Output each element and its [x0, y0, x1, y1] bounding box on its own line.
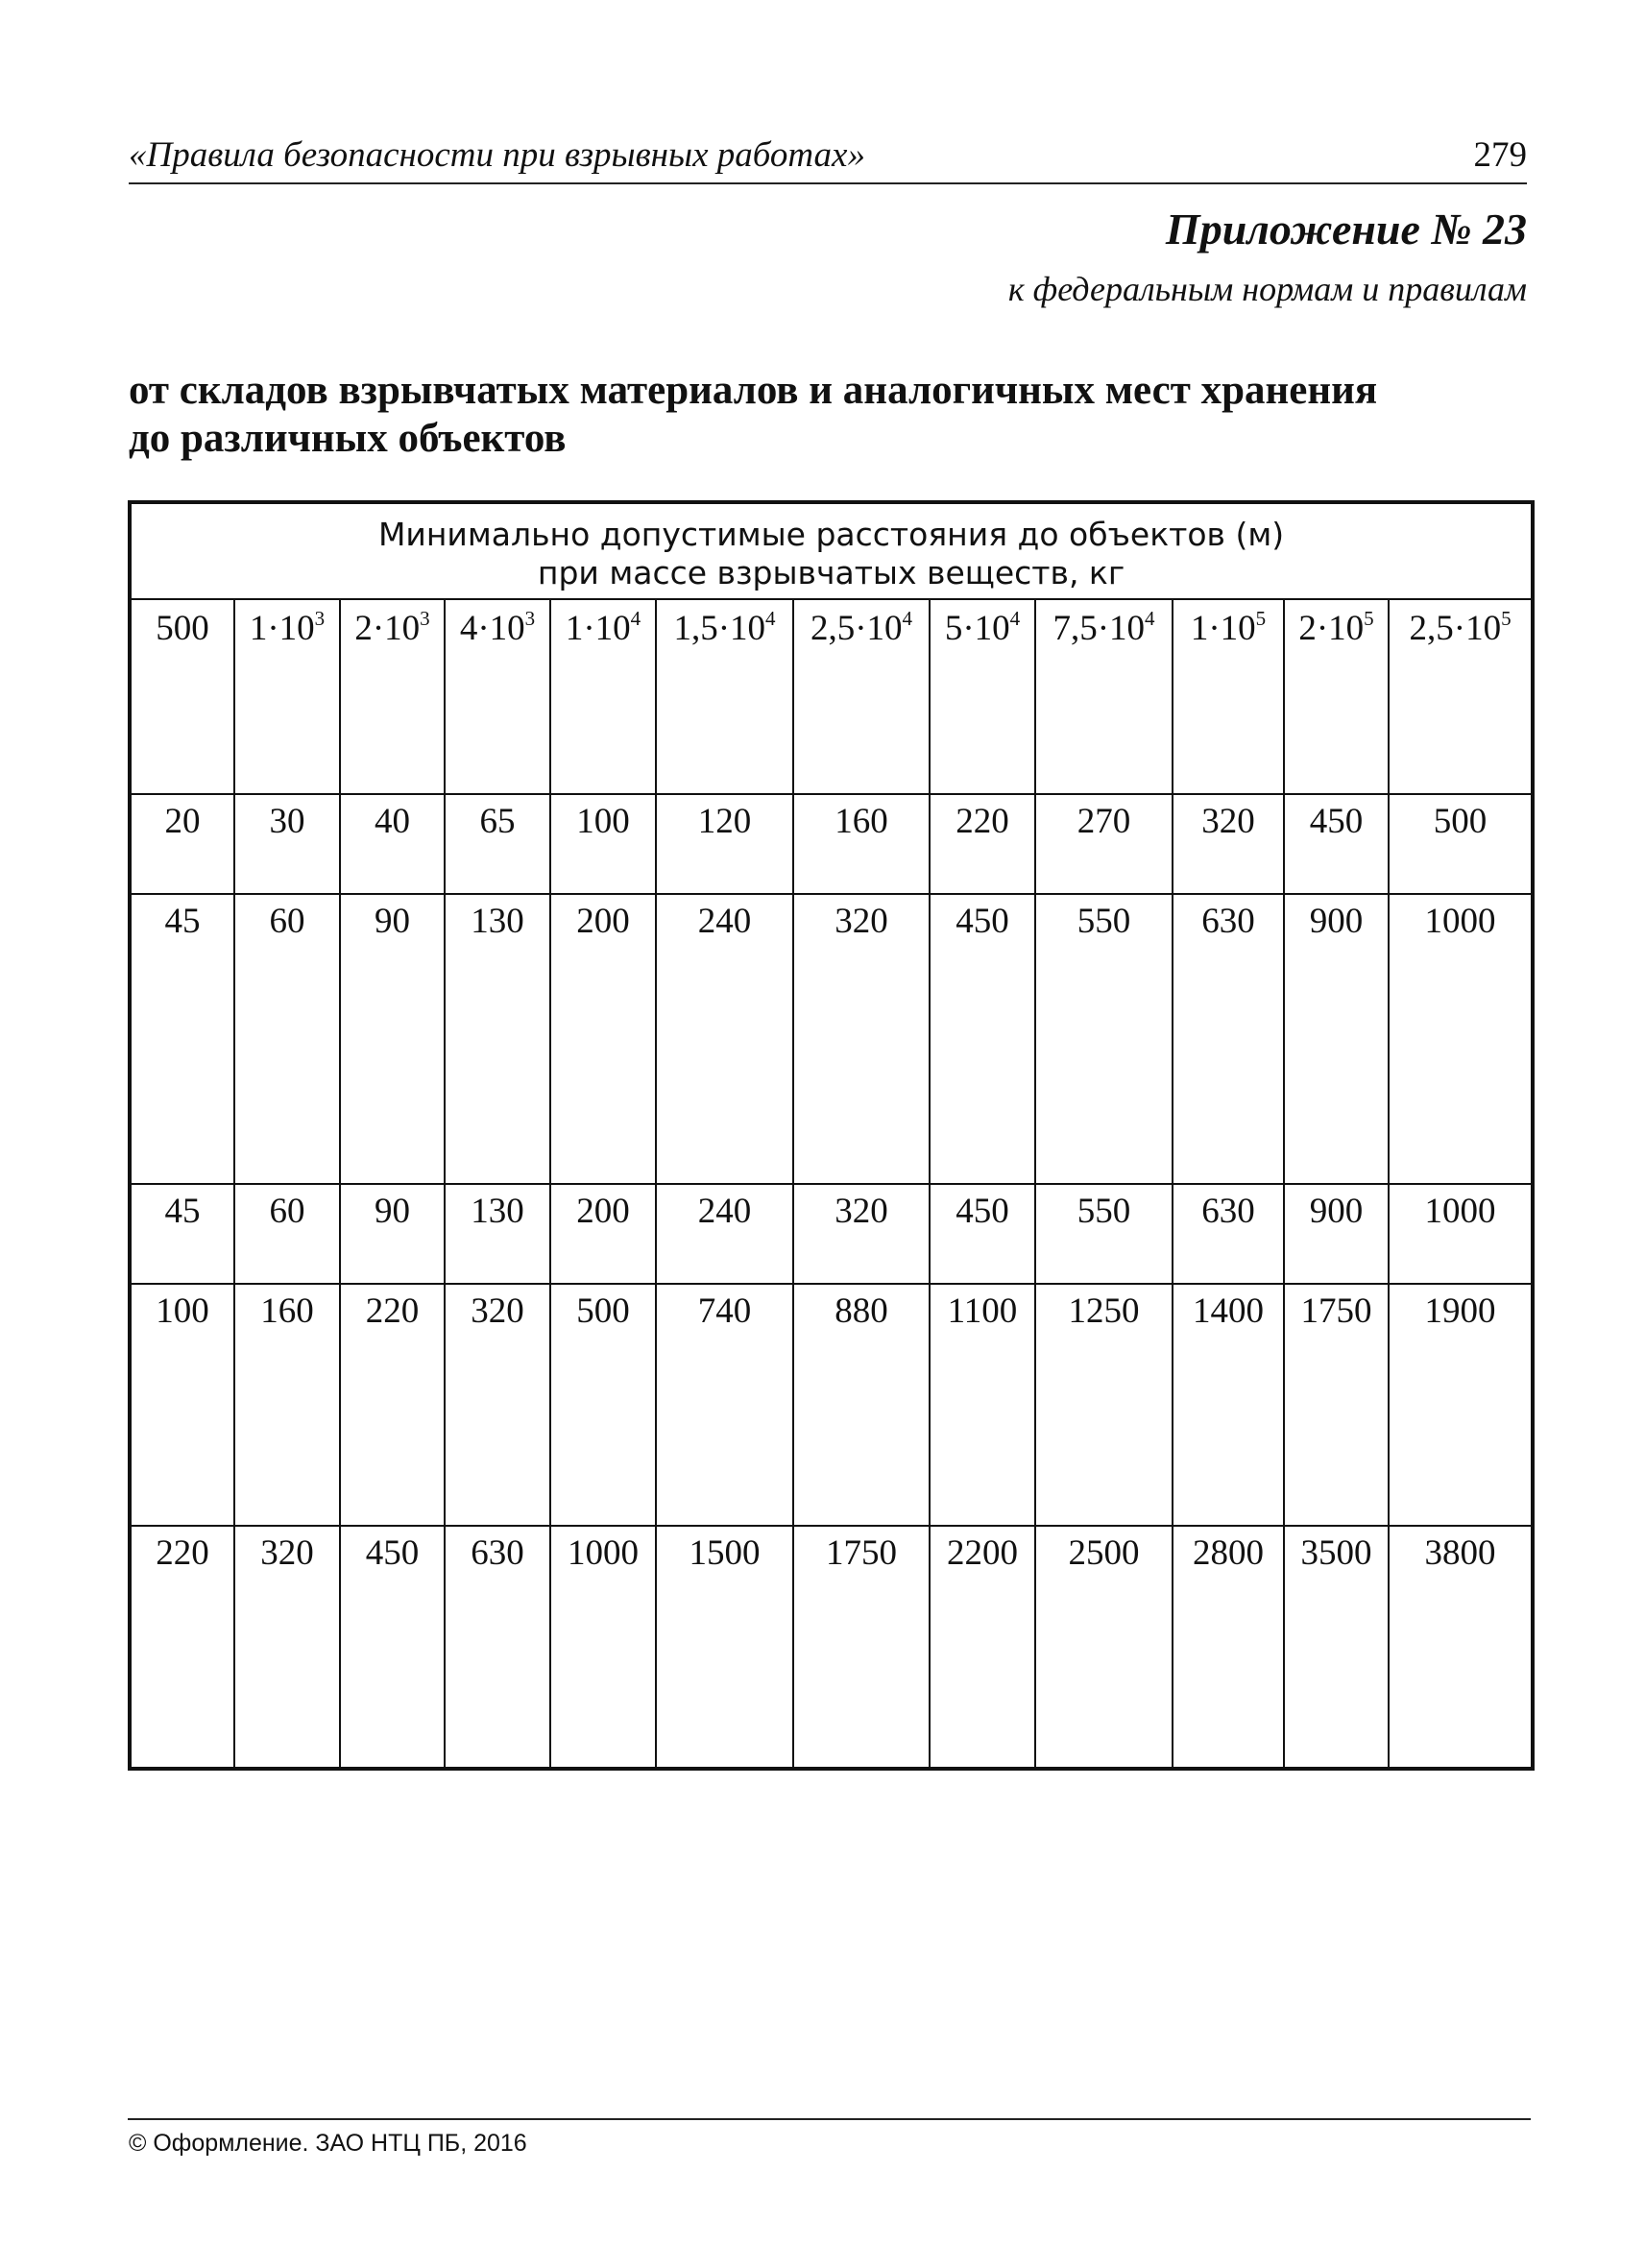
- table-cell: 630: [1173, 894, 1284, 1184]
- mass-mantissa: 1·10: [1190, 609, 1256, 648]
- mass-mantissa: 7,5·10: [1052, 609, 1146, 648]
- table-row: [130, 894, 1533, 1184]
- table-cell: 1400: [1173, 1284, 1284, 1526]
- table-caption-line: при массе взрывчатых веществ, кг: [537, 554, 1125, 591]
- table-cell: 120: [656, 794, 793, 894]
- mass-header-cell: [1035, 599, 1173, 794]
- table-cell: 45: [130, 1184, 234, 1284]
- table-cell: 1000: [550, 1526, 656, 1769]
- table-caption-cell: [130, 502, 1533, 599]
- mass-mantissa: 4·10: [459, 609, 525, 648]
- table-row: [130, 1184, 1533, 1284]
- table-cell: 2800: [1173, 1526, 1284, 1769]
- table-cell: 60: [234, 1184, 340, 1284]
- table-cell: 40: [340, 794, 445, 894]
- mass-header-cell: [445, 599, 550, 794]
- table-cell: 1750: [1284, 1284, 1389, 1526]
- mass-exponent: 5: [1501, 607, 1512, 630]
- mass-exponent: 4: [630, 607, 641, 630]
- mass-header-cell: [656, 599, 793, 794]
- mass-exponent: 3: [524, 607, 536, 630]
- table-cell: 1250: [1035, 1284, 1173, 1526]
- appendix-title: Приложение № 23: [1165, 205, 1527, 253]
- distance-table: [128, 500, 1535, 1771]
- table-caption-row: [130, 502, 1533, 599]
- table-cell: 20: [130, 794, 234, 894]
- table-cell: 450: [930, 1184, 1035, 1284]
- mass-header-cell: [550, 599, 656, 794]
- table-cell: 450: [1284, 794, 1389, 894]
- mass-header-cell: [1173, 599, 1284, 794]
- table-cell: 90: [340, 894, 445, 1184]
- table-cell: 2500: [1035, 1526, 1173, 1769]
- table-cell: 500: [550, 1284, 656, 1526]
- mass-header-cell: [130, 599, 234, 794]
- mass-exponent: 4: [902, 607, 913, 630]
- table-cell: 630: [1173, 1184, 1284, 1284]
- table-cell: 200: [550, 1184, 656, 1284]
- running-header: [129, 134, 1527, 184]
- table-cell: 320: [1173, 794, 1284, 894]
- table-cell: 2200: [930, 1526, 1035, 1769]
- mass-header-cell: [234, 599, 340, 794]
- table-cell: 740: [656, 1284, 793, 1526]
- mass-mantissa: 500: [156, 609, 209, 648]
- table-cell: 130: [445, 894, 550, 1184]
- table-cell: 450: [340, 1526, 445, 1769]
- footer-copyright: © Оформление. ЗАО НТЦ ПБ, 2016: [129, 2130, 527, 2157]
- table-cell: 320: [445, 1284, 550, 1526]
- mass-exponent: 4: [1145, 607, 1155, 630]
- table-cell: 30: [234, 794, 340, 894]
- mass-mantissa: 2,5·10: [810, 609, 903, 648]
- mass-exponent: 3: [314, 607, 326, 630]
- table-cell: 880: [793, 1284, 930, 1526]
- table-cell: 65: [445, 794, 550, 894]
- table-cell: 500: [1389, 794, 1533, 894]
- mass-mantissa: 1·10: [249, 609, 315, 648]
- table-cell: 450: [930, 894, 1035, 1184]
- mass-exponent: 5: [1255, 607, 1267, 630]
- table-cell: 100: [550, 794, 656, 894]
- table-cell: 1000: [1389, 894, 1533, 1184]
- section-heading: [129, 367, 1531, 463]
- mass-mantissa: 2·10: [1298, 609, 1365, 648]
- table-cell: 1000: [1389, 1184, 1533, 1284]
- mass-exponent: 4: [1009, 607, 1021, 630]
- table-cell: 45: [130, 894, 234, 1184]
- table-cell: 320: [793, 894, 930, 1184]
- table-cell: 3500: [1284, 1526, 1389, 1769]
- mass-header-row: [130, 599, 1533, 794]
- section-heading-line: от складов взрывчатых материалов и аналогичных мест хранения: [129, 368, 1378, 413]
- table-cell: 320: [234, 1526, 340, 1769]
- table-cell: 320: [793, 1184, 930, 1284]
- table-cell: 630: [445, 1526, 550, 1769]
- mass-header-cell: [793, 599, 930, 794]
- table-cell: 900: [1284, 1184, 1389, 1284]
- table-cell: 1900: [1389, 1284, 1533, 1526]
- table-cell: 160: [793, 794, 930, 894]
- table-row: [130, 794, 1533, 894]
- table-cell: 900: [1284, 894, 1389, 1184]
- table-cell: 1500: [656, 1526, 793, 1769]
- mass-header-cell: [340, 599, 445, 794]
- footer-divider: [128, 2118, 1531, 2120]
- table-cell: 60: [234, 894, 340, 1184]
- table-cell: 550: [1035, 1184, 1173, 1284]
- table-cell: 200: [550, 894, 656, 1184]
- table-cell: 550: [1035, 894, 1173, 1184]
- mass-mantissa: 1,5·10: [673, 609, 766, 648]
- mass-header-cell: [1389, 599, 1533, 794]
- mass-mantissa: 2,5·10: [1409, 609, 1502, 648]
- table-caption-line: Минимально допустимые расстояния до объектов (м): [377, 516, 1285, 553]
- table-cell: 220: [930, 794, 1035, 894]
- mass-mantissa: 2·10: [354, 609, 421, 648]
- table-cell: 1100: [930, 1284, 1035, 1526]
- table-cell: 270: [1035, 794, 1173, 894]
- table-cell: 90: [340, 1184, 445, 1284]
- mass-exponent: 3: [420, 607, 430, 630]
- table-cell: 220: [340, 1284, 445, 1526]
- table-cell: 240: [656, 894, 793, 1184]
- table-cell: 240: [656, 1184, 793, 1284]
- mass-exponent: 5: [1364, 607, 1374, 630]
- running-title: «Правила безопасности при взрывных работах»: [129, 135, 865, 175]
- table-cell: 130: [445, 1184, 550, 1284]
- section-heading-line: до различных объектов: [129, 416, 567, 461]
- mass-header-cell: [930, 599, 1035, 794]
- table-cell: 100: [130, 1284, 234, 1526]
- mass-header-cell: [1284, 599, 1389, 794]
- table-cell: 3800: [1389, 1526, 1533, 1769]
- table-cell: 220: [130, 1526, 234, 1769]
- mass-mantissa: 1·10: [565, 609, 631, 648]
- mass-exponent: 4: [765, 607, 776, 630]
- mass-mantissa: 5·10: [944, 609, 1010, 648]
- appendix-subtitle: к федеральным нормам и правилам: [1007, 270, 1527, 308]
- table-cell: 1750: [793, 1526, 930, 1769]
- page-number: 279: [1473, 135, 1527, 175]
- table-row: [130, 1284, 1533, 1526]
- table-cell: 160: [234, 1284, 340, 1526]
- table-row: [130, 1526, 1533, 1769]
